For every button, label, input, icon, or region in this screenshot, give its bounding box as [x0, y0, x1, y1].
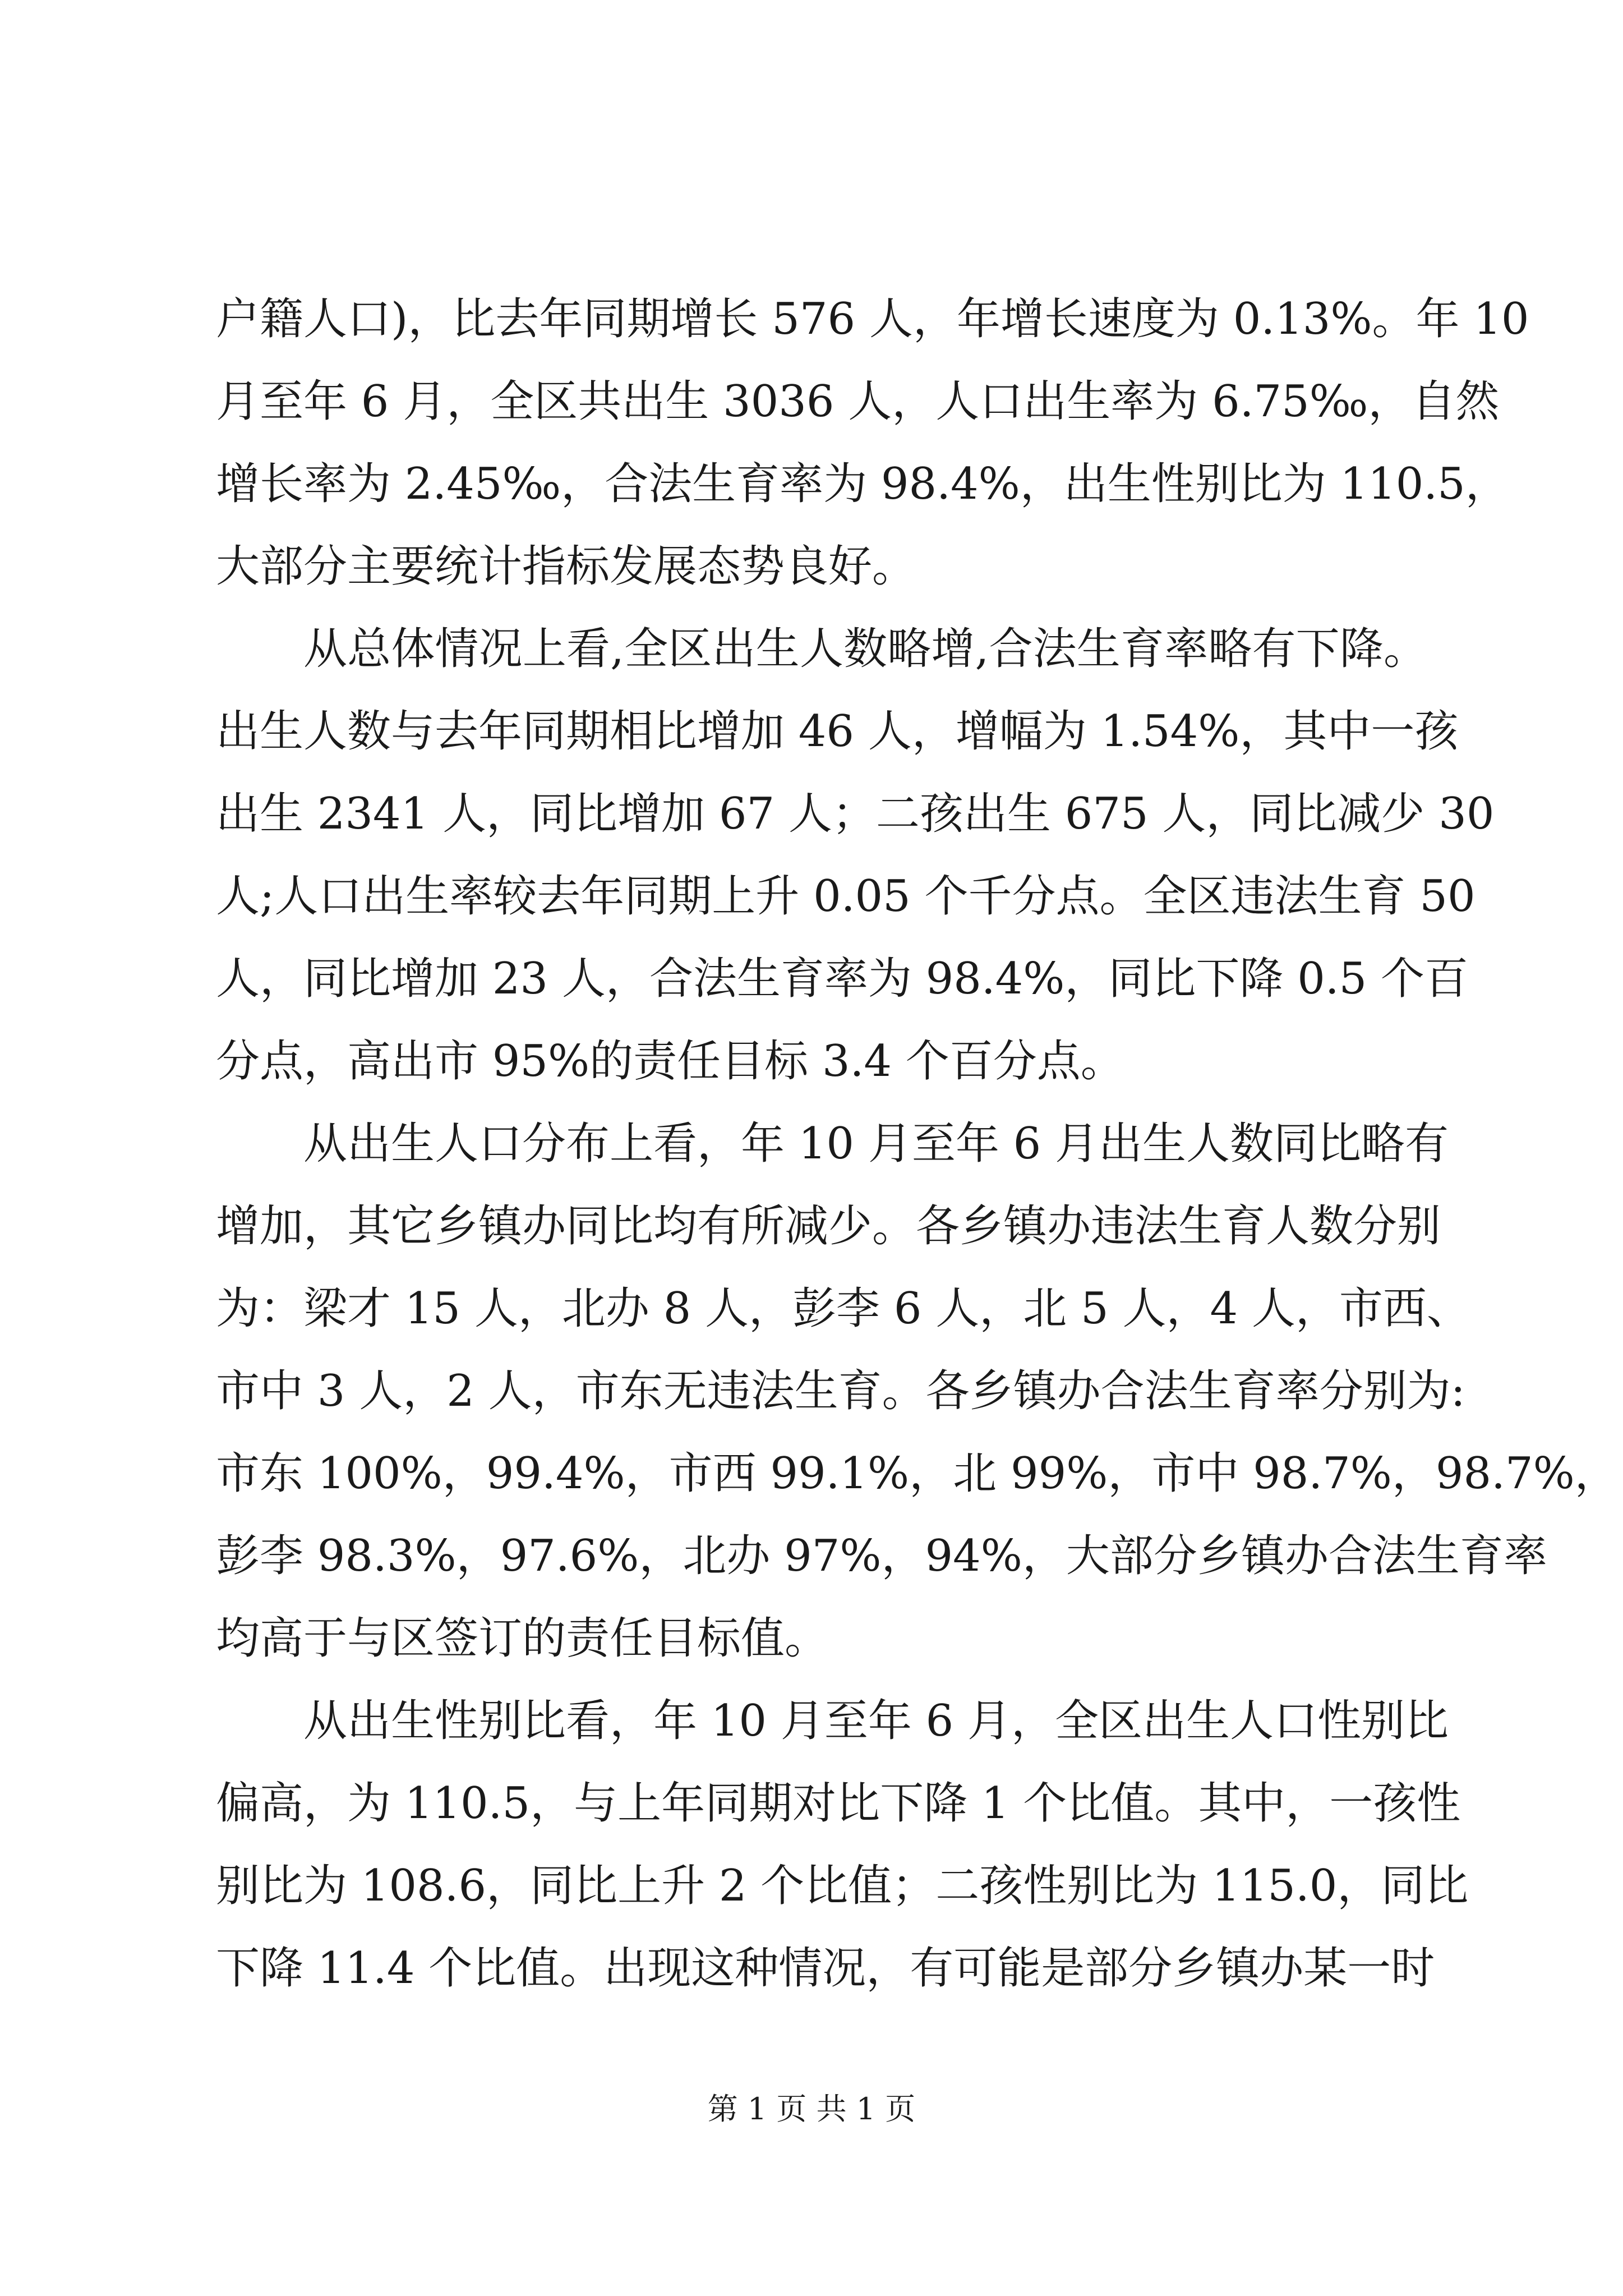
text-line-14: 市中 3 人，2 人，市东无违法生育。各乡镇办合法生育率分别为: [216, 1366, 1465, 1416]
text-line-18: 从出生性别比看，年 10 月至年 6 月，全区出生人口性别比 [303, 1696, 1449, 1746]
text-line-7: 出生 2341 人，同比增加 67 人；二孩出生 675 人，同比减少 30 [216, 789, 1495, 839]
text-line-2: 月至年 6 月，全区共出生 3036 人，人口出生率为 6.75‰，自然 [216, 376, 1500, 427]
text-line-10: 分点，高出市 95%的责任目标 3.4 个百分点。 [216, 1036, 1124, 1087]
text-line-11: 从出生人口分布上看，年 10 月至年 6 月出生人数同比略有 [303, 1119, 1449, 1169]
text-line-21: 下降 11.4 个比值。出现这种情况，有可能是部分乡镇办某一时 [216, 1943, 1435, 1994]
text-line-9: 人，同比增加 23 人，合法生育率为 98.4%，同比下降 0.5 个百 [216, 954, 1469, 1004]
text-line-12: 增加，其它乡镇办同比均有所减少。各乡镇办违法生育人数分别 [216, 1201, 1441, 1251]
text-line-8: 人;人口出生率较去年同期上升 0.05 个千分点。全区违法生育 50 [216, 871, 1476, 922]
text-line-6: 出生人数与去年同期相比增加 46 人，增幅为 1.54%，其中一孩 [216, 706, 1459, 757]
text-line-16: 彭李 98.3%，97.6%，北办 97%，94%，大部分乡镇办合法生育率 [216, 1531, 1547, 1581]
text-line-13: 为：梁才 15 人，北办 8 人，彭李 6 人，北 5 人，4 人，市西、 [216, 1283, 1470, 1334]
text-line-3: 增长率为 2.45‰，合法生育率为 98.4%，出生性别比为 110.5， [216, 459, 1509, 509]
text-line-4: 大部分主要统计指标发展态势良好。 [216, 541, 916, 592]
text-line-5: 从总体情况上看,全区出生人数略增,合法生育率略有下降。 [303, 624, 1427, 674]
text-line-19: 偏高，为 110.5，与上年同期对比下降 1 个比值。其中，一孩性 [216, 1778, 1461, 1829]
page-footer: 第 1 页 共 1 页 [707, 2091, 916, 2127]
text-line-17: 均高于与区签订的责任目标值。 [216, 1613, 829, 1664]
text-line-20: 别比为 108.6，同比上升 2 个比值；二孩性别比为 115.0，同比 [216, 1861, 1469, 1911]
text-line-15: 市东 100%，99.4%，市西 99.1%，北 99%，市中 98.7%，98.7%， [216, 1448, 1619, 1499]
text-line-1: 户籍人口)，比去年同期增长 576 人，年增长速度为 0.13%。年 10 [216, 294, 1529, 344]
